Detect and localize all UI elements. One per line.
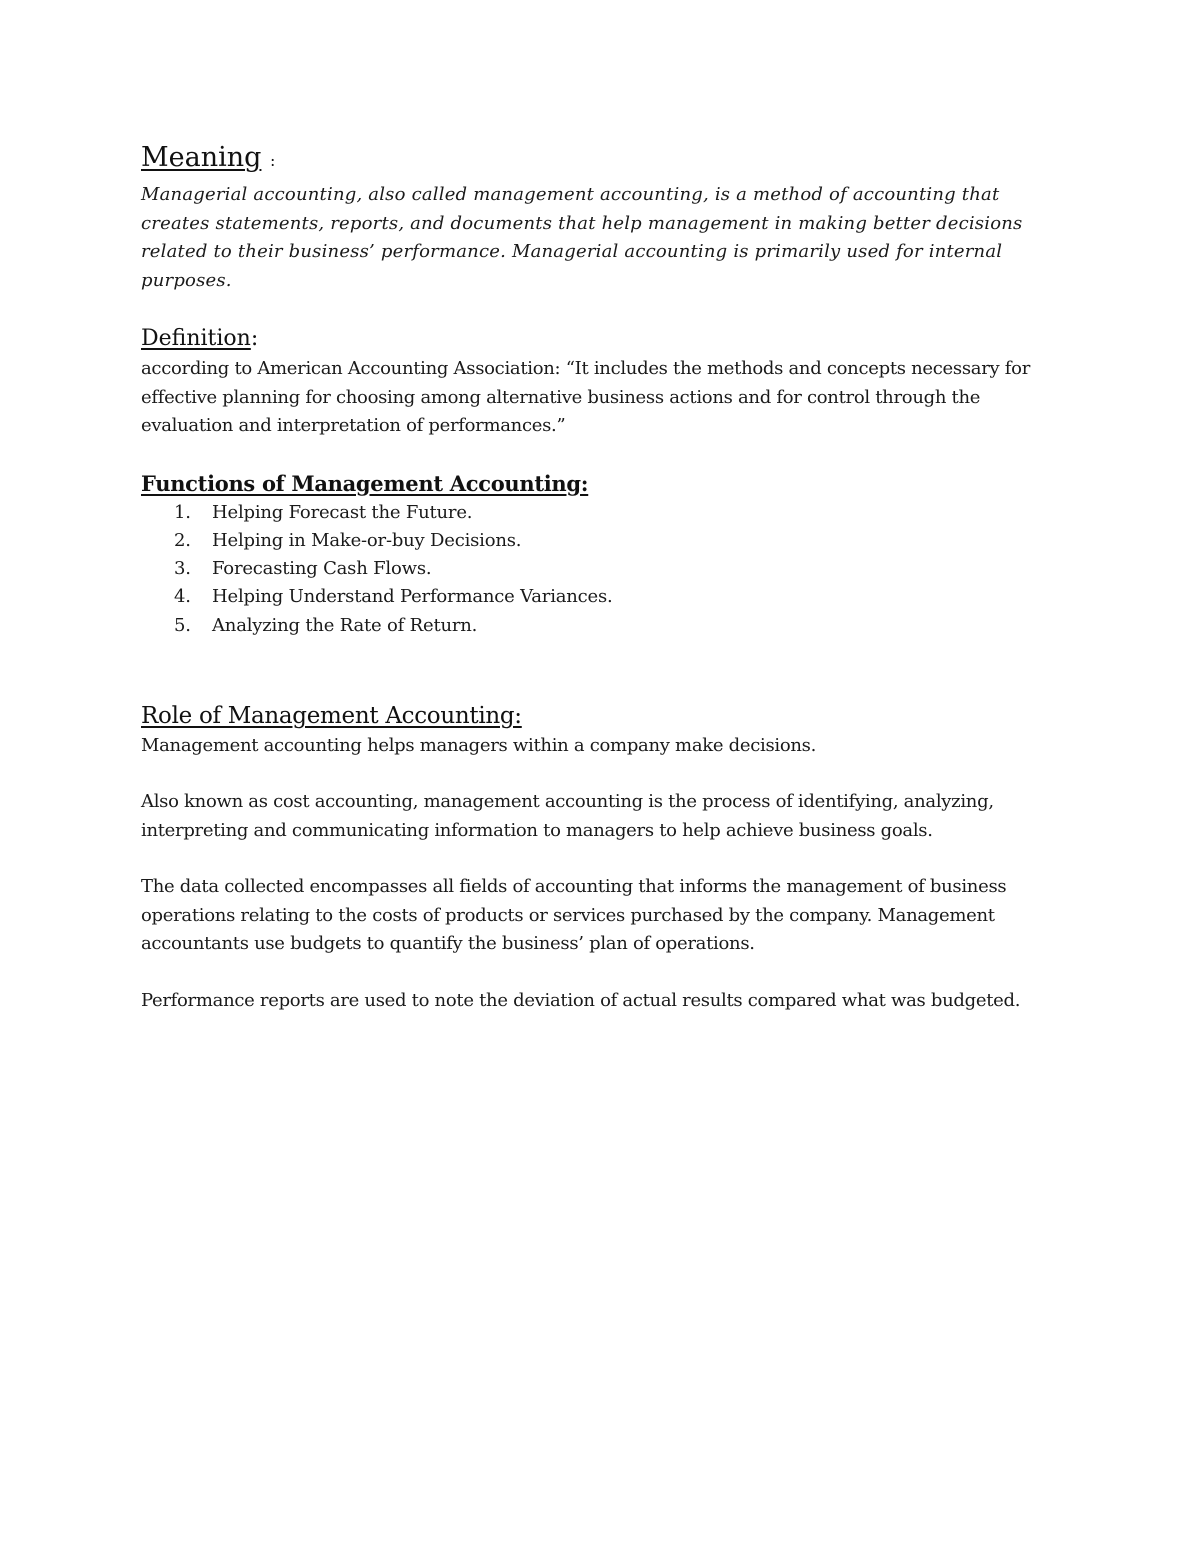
definition-title: Definition: [141, 326, 251, 351]
functions-list: [141, 499, 1071, 640]
role-paragraph: The data collected encompasses all fields of accounting that informs the management of business operations relating to the costs of products or services purchased by the company. Management accountants use budgets to quantify the business’ plan of operations.: [141, 876, 1007, 955]
list-item-number: 4.: [174, 586, 191, 608]
list-item-number: 3.: [174, 558, 191, 580]
list-item-text: Helping in Make-or-buy Decisions.: [212, 529, 522, 551]
list-item-number: 5.: [174, 614, 191, 636]
role-heading: Role of Management Accounting:: [141, 702, 522, 729]
list-item-number: 1.: [174, 501, 191, 523]
list-item: [141, 527, 1071, 555]
definition-heading: [141, 323, 1071, 355]
list-item-number: 2.: [174, 529, 191, 551]
functions-heading: Functions of Management Accounting:: [141, 470, 589, 496]
role-paragraph: Performance reports are used to note the deviation of actual results compared what was budgeted.: [141, 989, 1021, 1011]
list-item: [141, 612, 1071, 640]
role-paragraph: Also known as cost accounting, management accounting is the process of identifying, analyzing, interpreting and communicating information to managers to help achieve business goals.: [141, 791, 994, 841]
meaning-colon: :: [270, 151, 276, 170]
meaning-heading: [141, 138, 1071, 181]
document-page: [141, 138, 1071, 1015]
meaning-text: Managerial accounting, also called management accounting, is a method of accounting that creates statements, reports, and documents that help management in making better decisions related to their business’ performance. Managerial accounting is primarily used for internal purposes.: [141, 184, 1023, 291]
list-item: [141, 499, 1071, 527]
list-item-text: Helping Forecast the Future.: [212, 501, 473, 523]
definition-text: according to American Accounting Association: “It includes the methods and concepts necessary for effective planning for choosing among alternative business actions and for control through the evaluation and interpretation of performances.”: [141, 358, 1031, 436]
list-item: [141, 583, 1071, 611]
definition-colon: :: [250, 326, 259, 351]
role-paragraph: Management accounting helps managers within a company make decisions.: [141, 734, 817, 756]
meaning-title: Meaning: [141, 142, 262, 173]
list-item: [141, 555, 1071, 583]
list-item-text: Analyzing the Rate of Return.: [212, 614, 478, 636]
list-item-text: Forecasting Cash Flows.: [212, 558, 432, 580]
list-item-text: Helping Understand Performance Variances.: [212, 586, 613, 608]
